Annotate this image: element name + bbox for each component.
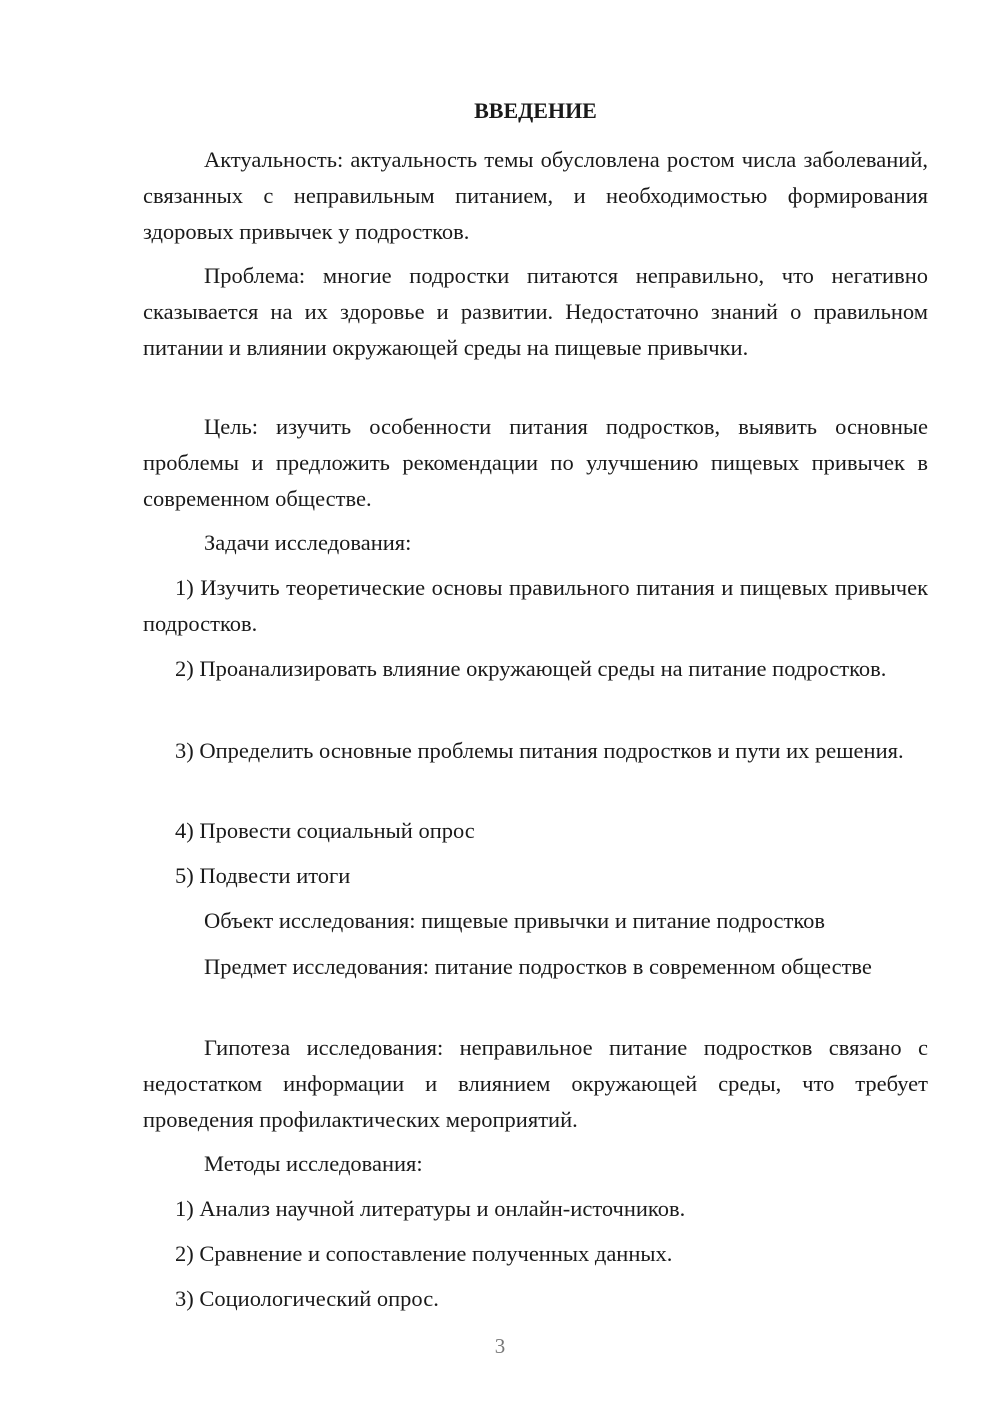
list-item-task-5: 5) Подвести итоги [175,863,351,888]
list-item-method-2: 2) Сравнение и сопоставление полученных данных. [175,1241,673,1266]
paragraph-goal: Цель: изучить особенности питания подростков, выявить основные проблемы и предложить рекомендации по улучшению пищевых привычек в современном обществе. [143,414,928,511]
paragraph-methods-heading: Методы исследования: [204,1151,423,1176]
list-item-task-3: 3) Определить основные проблемы питания подростков и пути их решения. [175,738,904,763]
page-number: 3 [494,1334,506,1358]
list-item-task-2: 2) Проанализировать влияние окружающей среды на питание подростков. [175,656,887,681]
list-item-task-4: 4) Провести социальный опрос [175,818,475,843]
paragraph-relevance: Актуальность: актуальность темы обусловлена ростом числа заболеваний, связанных с неправильным питанием, и необходимостью формирования здоровых привычек у подростков. [143,147,928,244]
paragraph-subject: Предмет исследования: питание подростков в современном обществе [204,954,872,979]
paragraph-hypothesis: Гипотеза исследования: неправильное питание подростков связано с недостатком информации и влиянием окружающей среды, что требует проведения профилактических мероприятий. [143,1035,928,1132]
paragraph-tasks-heading: Задачи исследования: [204,530,412,555]
paragraph-object: Объект исследования: пищевые привычки и питание подростков [204,908,826,933]
list-item-task-1: 1) Изучить теоретические основы правильного питания и пищевых привычек подростков. [143,575,928,636]
list-item-method-3: 3) Социологический опрос. [175,1286,439,1311]
page-title: ВВЕДЕНИЕ [474,98,597,123]
list-item-method-1: 1) Анализ научной литературы и онлайн-источников. [175,1196,686,1221]
paragraph-problem: Проблема: многие подростки питаются неправильно, что негативно сказывается на их здоровье и развитии. Недостаточно знаний о правильном питании и влиянии окружающей среды на пищевые привычки. [143,263,928,360]
